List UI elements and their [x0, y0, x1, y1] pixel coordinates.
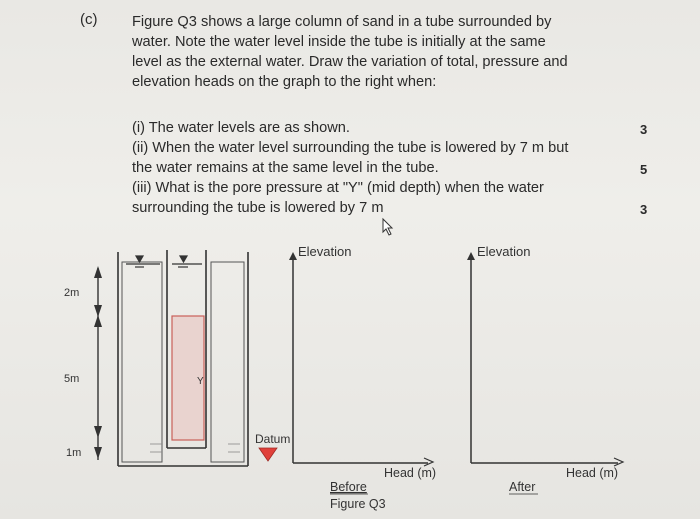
figure-caption: Figure Q3 — [330, 497, 386, 511]
graph-after-y-axis-label: Elevation — [477, 244, 531, 259]
sub-question-line: surrounding the tube is lowered by 7 m — [132, 200, 384, 216]
intro-line: elevation heads on the graph to the right when: — [132, 74, 437, 90]
graph-after-axes — [467, 252, 623, 466]
sub-question-line: (iii) What is the pore pressure at "Y" (mid depth) when the water — [132, 180, 544, 196]
graph-after-caption: After — [509, 480, 536, 494]
sub-question-line: (ii) When the water level surrounding the tube is lowered by 7 m but — [132, 140, 569, 156]
point-y-label: Y — [197, 376, 204, 387]
graph-before-y-axis-label: Elevation — [298, 244, 352, 259]
intro-line: Figure Q3 shows a large column of sand in a tube surrounded by — [132, 14, 552, 30]
marks-part-iii: 3 — [640, 202, 648, 217]
marks-part-ii: 5 — [640, 162, 648, 177]
dim-label-2m: 2m — [64, 287, 80, 299]
graph-after-x-axis-label: Head (m) — [566, 466, 619, 480]
question-part-label: (c) — [80, 11, 98, 28]
datum-marker-icon — [259, 448, 277, 461]
dimension-line — [94, 266, 102, 460]
water-level-marker-tube — [172, 256, 202, 267]
sub-question-line: (i) The water levels are as shown. — [132, 120, 350, 136]
graph-before-caption: Before — [330, 480, 367, 494]
dim-label-5m: 5m — [64, 373, 80, 385]
mouse-cursor-icon — [383, 219, 392, 235]
marks-part-i: 3 — [640, 122, 648, 137]
intro-line: water. Note the water level inside the tube is initially at the same — [132, 34, 546, 50]
sub-question-line: the water remains at the same level in the tube. — [132, 160, 439, 176]
dim-label-1m: 1m — [66, 447, 82, 459]
intro-line: level as the external water. Draw the variation of total, pressure and — [132, 54, 568, 70]
graph-before-x-axis-label: Head (m) — [384, 466, 437, 480]
graph-before-axes — [289, 252, 433, 466]
datum-label: Datum — [255, 432, 291, 446]
